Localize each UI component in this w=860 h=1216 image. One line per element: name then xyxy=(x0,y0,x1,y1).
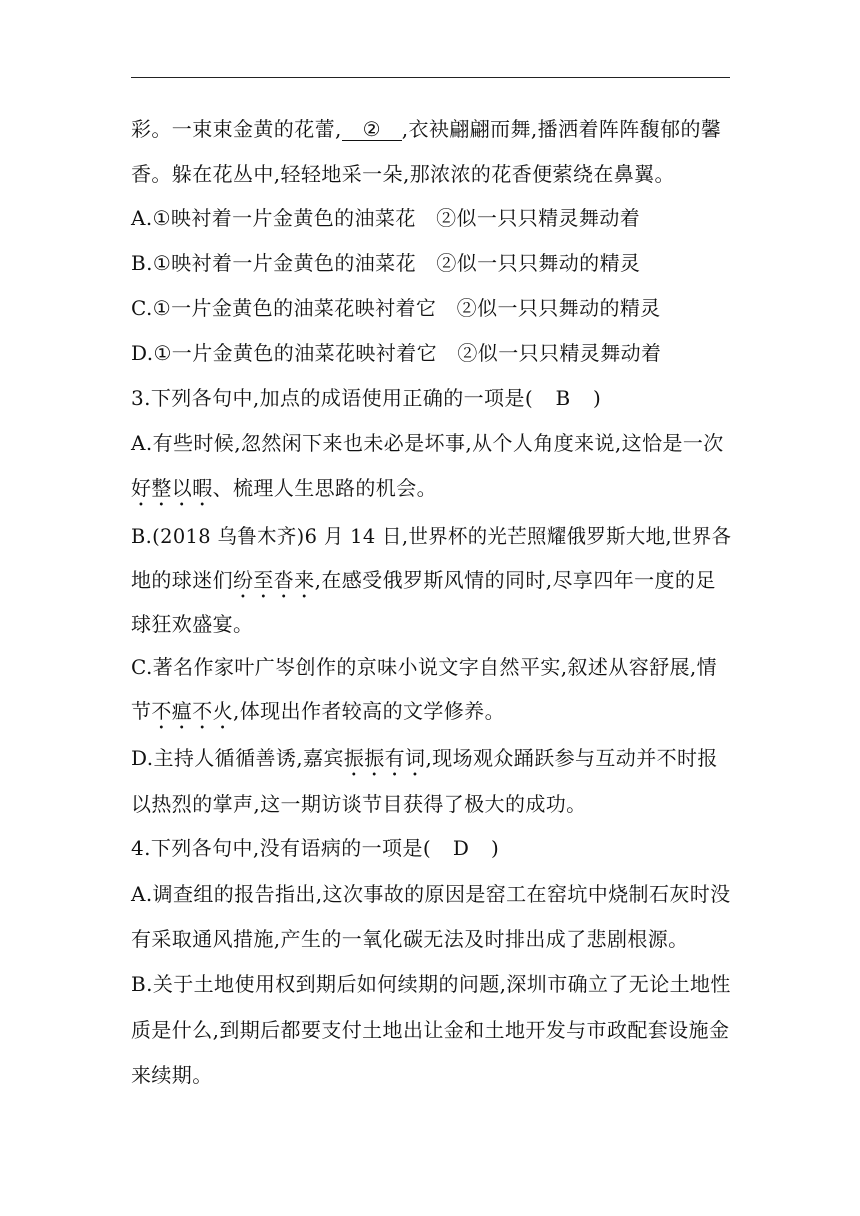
option-b-q3-line-3: 球狂欢盛宴。 xyxy=(131,612,254,636)
idiom-dotted: 纷至沓来 xyxy=(233,568,315,592)
option-b-q4-line-3: 来续期。 xyxy=(131,1063,213,1087)
option-a-q3-line-1: A.有些时候,忽然闲下来也未必是坏事,从个人角度来说,这恰是一次 xyxy=(131,431,724,455)
option-d-q2: D.①一片金黄色的油菜花映衬着它 ②似一只只精灵舞动着 xyxy=(131,341,662,365)
idiom-dotted: 好整以暇 xyxy=(131,476,213,500)
option-d-q3-line-1: D.主持人循循善诱,嘉宾振振有词,现场观众踊跃参与互动并不时报 xyxy=(131,746,718,770)
idiom-dotted: 不瘟不火 xyxy=(151,699,234,723)
option-b-q3-line-1: B.(2018 乌鲁木齐)6 月 14 日,世界杯的光芒照耀俄罗斯大地,世界各 xyxy=(131,524,732,548)
answer-q4: D xyxy=(452,836,470,860)
option-c-q3-line-1: C.著名作家叶广岑创作的京味小说文字自然平实,叙述从容舒展,情 xyxy=(131,655,718,679)
option-c-q2: C.①一片金黄色的油菜花映衬着它 ②似一只只舞动的精灵 xyxy=(131,296,661,320)
header-rule xyxy=(131,77,730,78)
option-a-q4-line-1: A.调查组的报告指出,这次事故的原因是窑工在窑坑中烧制石灰时没 xyxy=(131,882,731,906)
question-4-stem: 4.下列各句中,没有语病的一项是( D ) xyxy=(131,836,500,860)
option-a-q2: A.①映衬着一片金黄色的油菜花 ②似一只只精灵舞动着 xyxy=(131,206,641,230)
option-b-q4-line-2: 质是什么,到期后都要支付土地出让金和土地开发与市政配套设施金 xyxy=(131,1018,730,1042)
idiom-dotted: 振振有词 xyxy=(343,746,426,770)
passage-line-2: 香。躲在花丛中,轻轻地采一朵,那浓浓的花香便萦绕在鼻翼。 xyxy=(131,162,675,186)
option-b-q2: B.①映衬着一片金黄色的油菜花 ②似一只只舞动的精灵 xyxy=(131,251,641,275)
option-a-q4-line-2: 有采取通风措施,产生的一氧化碳无法及时排出成了悲剧根源。 xyxy=(131,927,689,951)
option-c-q3-line-2: 节不瘟不火,体现出作者较高的文学修养。 xyxy=(131,699,505,723)
fill-blank-2: ② xyxy=(342,118,402,141)
answer-q3: B xyxy=(555,386,571,410)
passage-line-1: 彩。一束束金黄的花蕾, ② ,衣袂翩翩而舞,播洒着阵阵馥郁的馨 xyxy=(131,117,722,141)
question-3-stem: 3.下列各句中,加点的成语使用正确的一项是( B ) xyxy=(131,386,602,410)
option-b-q4-line-1: B.关于土地使用权到期后如何续期的问题,深圳市确立了无论土地性 xyxy=(131,972,731,996)
option-a-q3-line-2: 好整以暇、梳理人生思路的机会。 xyxy=(131,476,438,500)
option-b-q3-line-2: 地的球迷们纷至沓来,在感受俄罗斯风情的同时,尽享四年一度的足 xyxy=(131,568,716,592)
option-d-q3-line-2: 以热烈的掌声,这一期访谈节目获得了极大的成功。 xyxy=(131,792,587,816)
